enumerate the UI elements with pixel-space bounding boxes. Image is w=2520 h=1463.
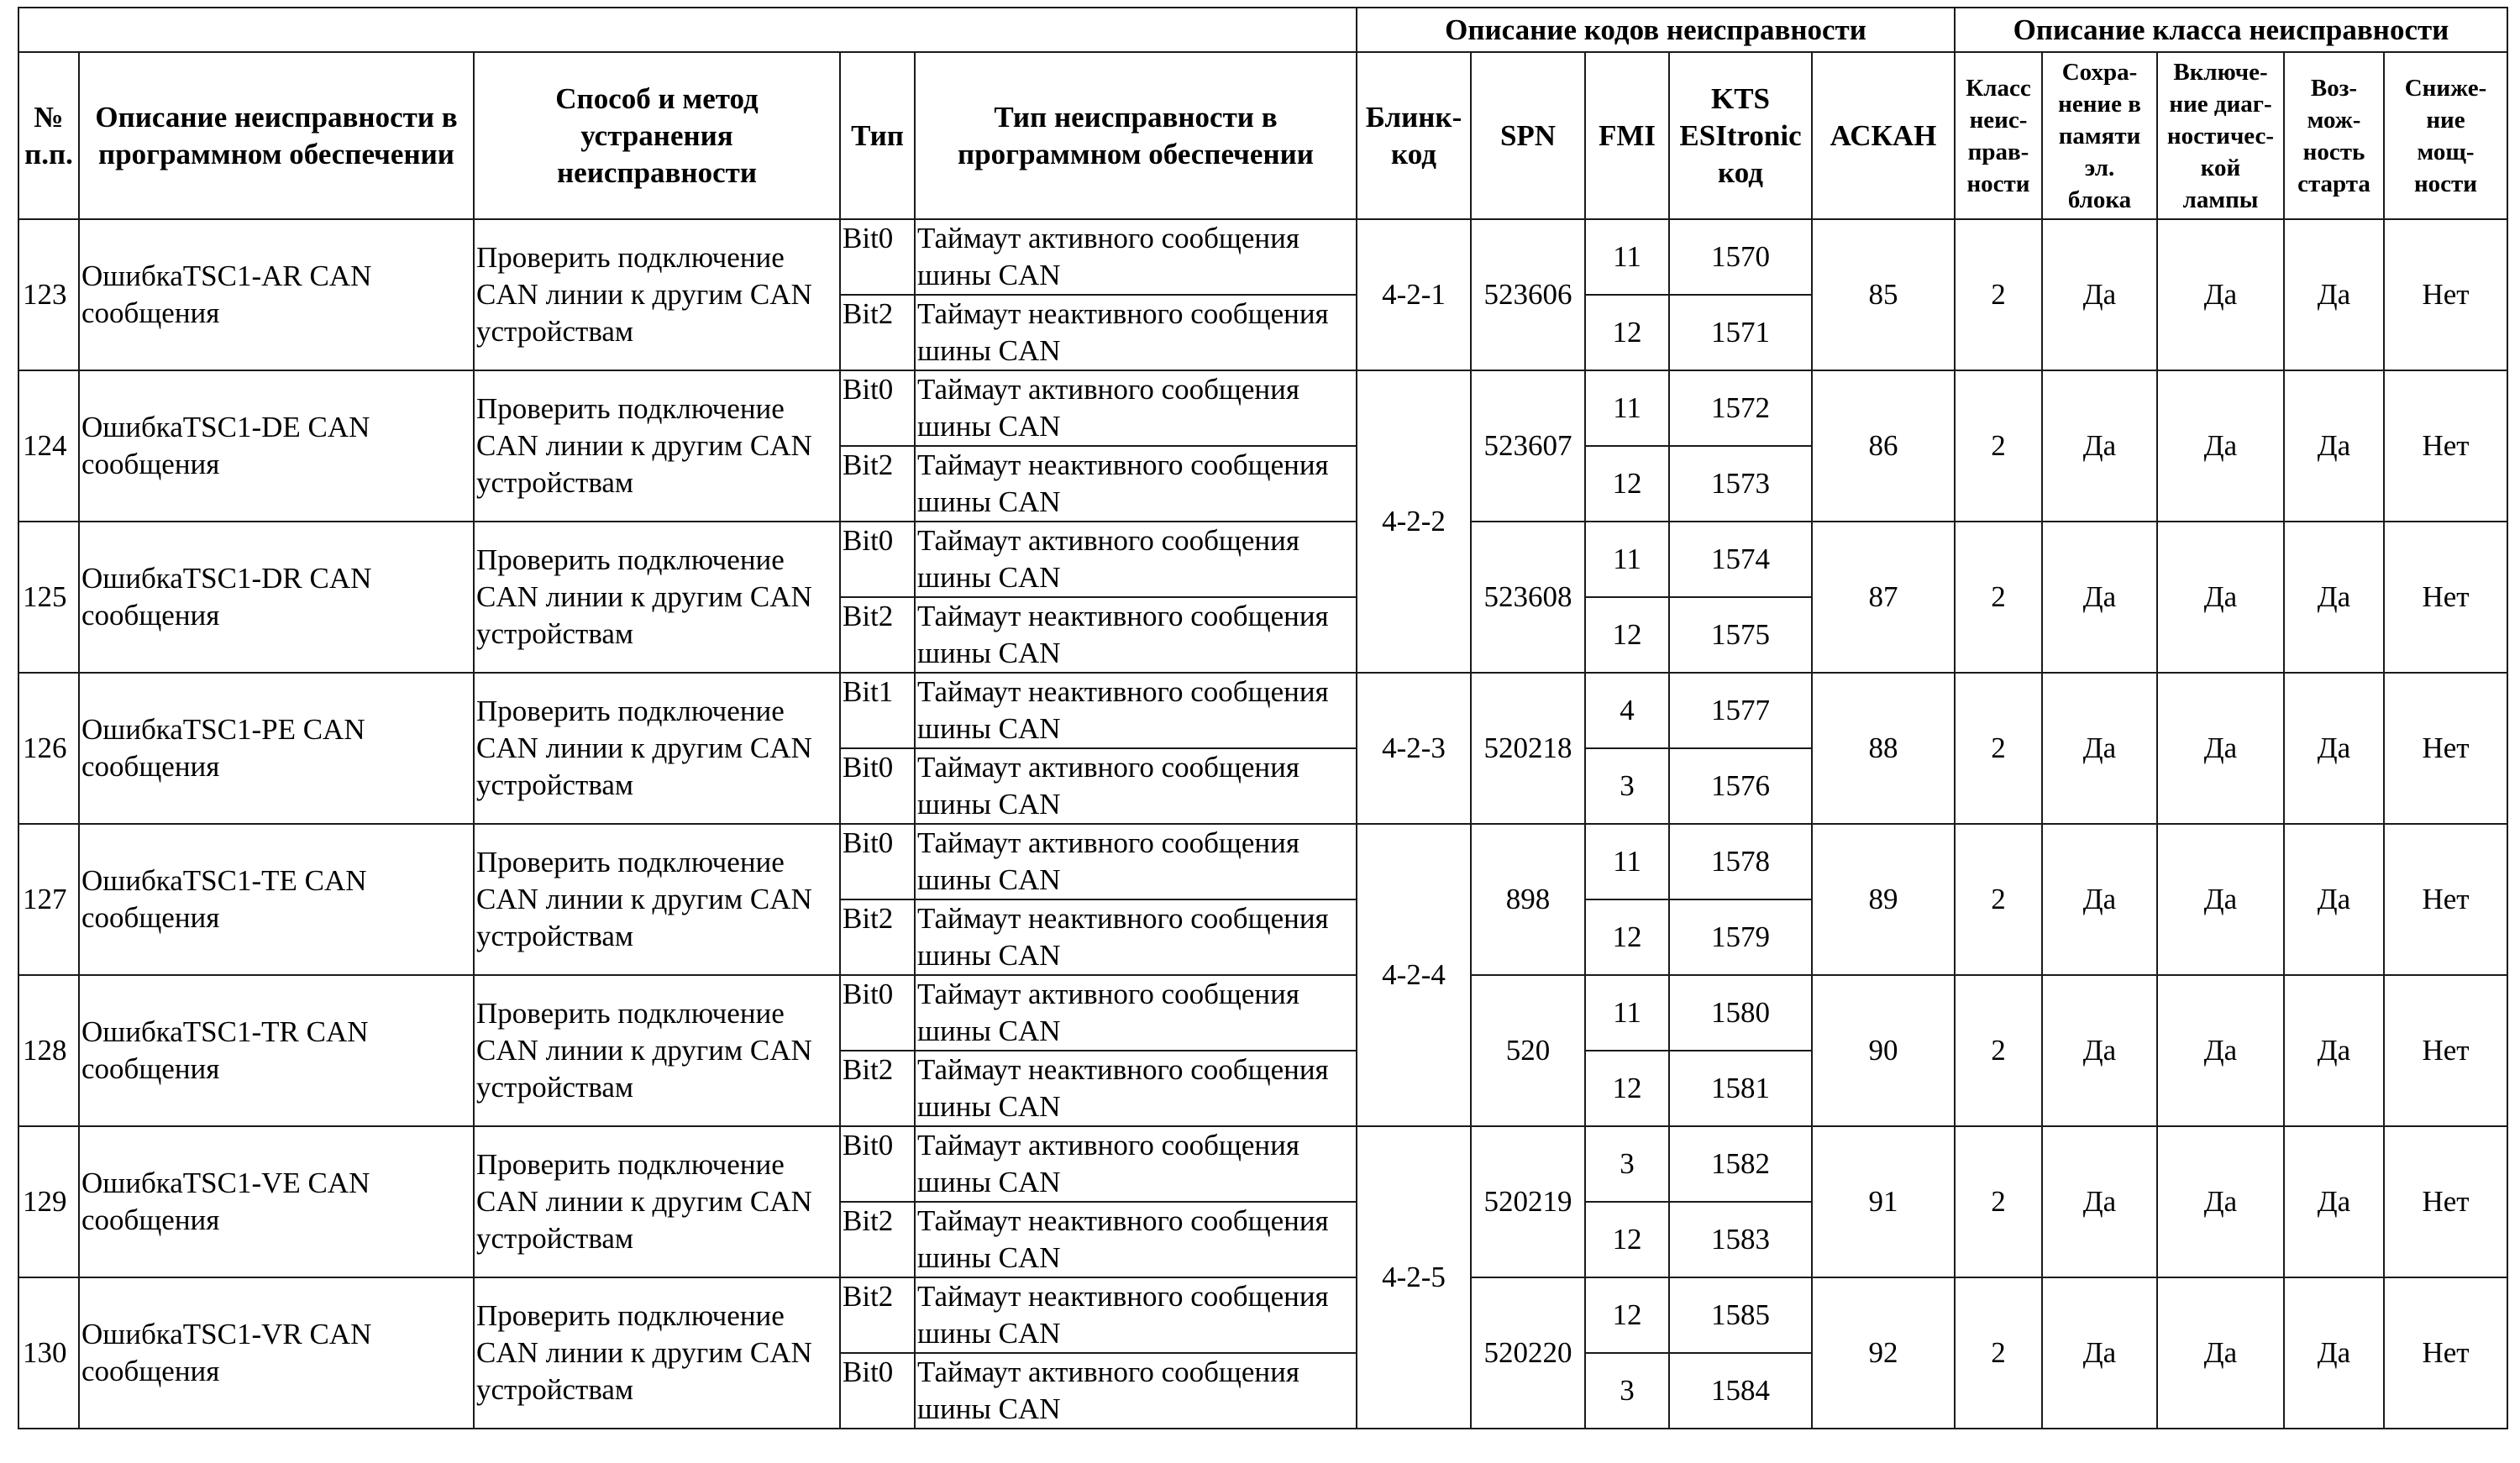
col-header-type: Тип — [840, 52, 915, 219]
bit-type: Bit2 — [840, 1051, 915, 1126]
kts-code: 1582 — [1669, 1126, 1812, 1202]
fault-type: Таймаут неактивного сообщения шины CAN — [915, 1202, 1357, 1277]
fault-description: ОшибкаTSC1-TR CAN сообщения — [79, 975, 474, 1126]
fix-method: Проверить подключение CAN линии к другим CAN устройствам — [474, 1126, 840, 1277]
kts-code: 1572 — [1669, 370, 1812, 446]
table-row — [18, 824, 2507, 899]
blink-code: 4-2-3 — [1357, 673, 1471, 824]
kts-code: 1578 — [1669, 824, 1812, 899]
kts-code: 1580 — [1669, 975, 1812, 1051]
col-header-num: № п.п. — [18, 52, 79, 219]
power-reduction: Нет — [2384, 824, 2507, 975]
kts-code: 1581 — [1669, 1051, 1812, 1126]
fmi-code: 11 — [1585, 370, 1669, 446]
col-header-faulttype: Тип неисправности в программном обеспечении — [915, 52, 1357, 219]
table-row — [18, 522, 2507, 597]
fault-type: Таймаут неактивного сообщения шины CAN — [915, 899, 1357, 975]
fault-description: ОшибкаTSC1-PE CAN сообщения — [79, 673, 474, 824]
bit-type: Bit0 — [840, 1126, 915, 1202]
table-body — [18, 219, 2507, 1429]
fault-type: Таймаут активного сообщения шины CAN — [915, 370, 1357, 446]
fmi-code: 3 — [1585, 1353, 1669, 1429]
table-row — [18, 673, 2507, 748]
lamp-on: Да — [2157, 673, 2284, 824]
col-header-spn: SPN — [1471, 52, 1585, 219]
spn-code: 523607 — [1471, 370, 1585, 522]
blink-code: 4-2-1 — [1357, 219, 1471, 370]
start-possible: Да — [2284, 824, 2384, 975]
fault-type: Таймаут активного сообщения шины CAN — [915, 219, 1357, 295]
memory-save: Да — [2042, 975, 2157, 1126]
lamp-on: Да — [2157, 522, 2284, 673]
fault-type: Таймаут активного сообщения шины CAN — [915, 1126, 1357, 1202]
fix-method: Проверить подключение CAN линии к другим CAN устройствам — [474, 673, 840, 824]
power-reduction: Нет — [2384, 219, 2507, 370]
memory-save: Да — [2042, 522, 2157, 673]
kts-code: 1574 — [1669, 522, 1812, 597]
col-header-blink: Блинк- код — [1357, 52, 1471, 219]
spn-code: 520 — [1471, 975, 1585, 1126]
fmi-code: 12 — [1585, 446, 1669, 522]
fault-class: 2 — [1955, 1126, 2042, 1277]
bit-type: Bit0 — [840, 219, 915, 295]
fmi-code: 12 — [1585, 597, 1669, 673]
col-header-fmi: FMI — [1585, 52, 1669, 219]
askan-code: 88 — [1812, 673, 1955, 824]
fmi-code: 11 — [1585, 522, 1669, 597]
fault-type: Таймаут активного сообщения шины CAN — [915, 1353, 1357, 1429]
fault-class: 2 — [1955, 370, 2042, 522]
col-header-desc: Описание неисправности в программном обеспечении — [79, 52, 474, 219]
lamp-on: Да — [2157, 1126, 2284, 1277]
memory-save: Да — [2042, 824, 2157, 975]
fix-method: Проверить подключение CAN линии к другим CAN устройствам — [474, 522, 840, 673]
fault-type: Таймаут неактивного сообщения шины CAN — [915, 597, 1357, 673]
blink-code: 4-2-2 — [1357, 370, 1471, 673]
fix-method: Проверить подключение CAN линии к другим CAN устройствам — [474, 975, 840, 1126]
start-possible: Да — [2284, 1277, 2384, 1429]
table-row — [18, 219, 2507, 295]
row-number: 130 — [18, 1277, 79, 1429]
fault-type: Таймаут активного сообщения шины CAN — [915, 748, 1357, 824]
bit-type: Bit1 — [840, 673, 915, 748]
fmi-code: 12 — [1585, 1202, 1669, 1277]
fault-description: ОшибкаTSC1-AR CAN сообщения — [79, 219, 474, 370]
col-header-start: Воз- мож- ность старта — [2284, 52, 2384, 219]
table-row — [18, 975, 2507, 1051]
bit-type: Bit0 — [840, 522, 915, 597]
kts-code: 1584 — [1669, 1353, 1812, 1429]
bit-type: Bit2 — [840, 1277, 915, 1353]
fault-code-table — [18, 7, 2508, 1429]
fault-description: ОшибкаTSC1-DR CAN сообщения — [79, 522, 474, 673]
group-header-class: Описание класса неисправности — [1955, 8, 2507, 52]
kts-code: 1576 — [1669, 748, 1812, 824]
bit-type: Bit2 — [840, 446, 915, 522]
fault-type: Таймаут неактивного сообщения шины CAN — [915, 1277, 1357, 1353]
col-header-askan: АСКАН — [1812, 52, 1955, 219]
memory-save: Да — [2042, 1277, 2157, 1429]
col-header-save: Сохра- нение в памяти эл. блока — [2042, 52, 2157, 219]
askan-code: 89 — [1812, 824, 1955, 975]
fault-type: Таймаут активного сообщения шины CAN — [915, 975, 1357, 1051]
spn-code: 523606 — [1471, 219, 1585, 370]
kts-code: 1570 — [1669, 219, 1812, 295]
power-reduction: Нет — [2384, 673, 2507, 824]
col-header-power: Сниже- ние мощ- ности — [2384, 52, 2507, 219]
bit-type: Bit0 — [840, 748, 915, 824]
start-possible: Да — [2284, 673, 2384, 824]
row-number: 129 — [18, 1126, 79, 1277]
start-possible: Да — [2284, 219, 2384, 370]
fix-method: Проверить подключение CAN линии к другим CAN устройствам — [474, 370, 840, 522]
start-possible: Да — [2284, 370, 2384, 522]
bit-type: Bit2 — [840, 597, 915, 673]
row-number: 127 — [18, 824, 79, 975]
askan-code: 87 — [1812, 522, 1955, 673]
table-row — [18, 370, 2507, 446]
start-possible: Да — [2284, 522, 2384, 673]
askan-code: 90 — [1812, 975, 1955, 1126]
lamp-on: Да — [2157, 1277, 2284, 1429]
fmi-code: 12 — [1585, 1051, 1669, 1126]
fault-class: 2 — [1955, 673, 2042, 824]
power-reduction: Нет — [2384, 370, 2507, 522]
bit-type: Bit2 — [840, 295, 915, 370]
spn-code: 520219 — [1471, 1126, 1585, 1277]
spn-code: 520218 — [1471, 673, 1585, 824]
col-header-class: Класс неис- прав- ности — [1955, 52, 2042, 219]
row-number: 128 — [18, 975, 79, 1126]
bit-type: Bit2 — [840, 899, 915, 975]
kts-code: 1579 — [1669, 899, 1812, 975]
fault-description: ОшибкаTSC1-TE CAN сообщения — [79, 824, 474, 975]
row-number: 123 — [18, 219, 79, 370]
spn-code: 520220 — [1471, 1277, 1585, 1429]
blink-code: 4-2-4 — [1357, 824, 1471, 1126]
bit-type: Bit0 — [840, 370, 915, 446]
fmi-code: 11 — [1585, 219, 1669, 295]
kts-code: 1583 — [1669, 1202, 1812, 1277]
fault-code-table-wrapper — [18, 7, 2508, 1429]
lamp-on: Да — [2157, 824, 2284, 975]
askan-code: 86 — [1812, 370, 1955, 522]
memory-save: Да — [2042, 370, 2157, 522]
kts-code: 1571 — [1669, 295, 1812, 370]
spn-code: 523608 — [1471, 522, 1585, 673]
fmi-code: 11 — [1585, 824, 1669, 899]
spn-code: 898 — [1471, 824, 1585, 975]
table-row — [18, 1277, 2507, 1353]
fmi-code: 3 — [1585, 748, 1669, 824]
table-row — [18, 1126, 2507, 1202]
fault-description: ОшибкаTSC1-VR CAN сообщения — [79, 1277, 474, 1429]
power-reduction: Нет — [2384, 975, 2507, 1126]
memory-save: Да — [2042, 219, 2157, 370]
header-blank — [18, 8, 1357, 52]
fault-class: 2 — [1955, 1277, 2042, 1429]
fault-description: ОшибкаTSC1-DE CAN сообщения — [79, 370, 474, 522]
power-reduction: Нет — [2384, 1126, 2507, 1277]
memory-save: Да — [2042, 1126, 2157, 1277]
bit-type: Bit0 — [840, 1353, 915, 1429]
askan-code: 85 — [1812, 219, 1955, 370]
kts-code: 1585 — [1669, 1277, 1812, 1353]
col-header-lamp: Включе- ние диаг- ностичес- кой лампы — [2157, 52, 2284, 219]
group-header-codes: Описание кодов неисправности — [1357, 8, 1955, 52]
memory-save: Да — [2042, 673, 2157, 824]
start-possible: Да — [2284, 1126, 2384, 1277]
fmi-code: 12 — [1585, 899, 1669, 975]
row-number: 125 — [18, 522, 79, 673]
askan-code: 92 — [1812, 1277, 1955, 1429]
kts-code: 1577 — [1669, 673, 1812, 748]
fix-method: Проверить подключение CAN линии к другим CAN устройствам — [474, 1277, 840, 1429]
fault-type: Таймаут активного сообщения шины CAN — [915, 522, 1357, 597]
bit-type: Bit2 — [840, 1202, 915, 1277]
kts-code: 1573 — [1669, 446, 1812, 522]
lamp-on: Да — [2157, 370, 2284, 522]
fault-class: 2 — [1955, 522, 2042, 673]
lamp-on: Да — [2157, 219, 2284, 370]
fault-description: ОшибкаTSC1-VE CAN сообщения — [79, 1126, 474, 1277]
row-number: 124 — [18, 370, 79, 522]
fault-class: 2 — [1955, 824, 2042, 975]
col-header-method: Способ и метод устранения неисправности — [474, 52, 840, 219]
fmi-code: 11 — [1585, 975, 1669, 1051]
start-possible: Да — [2284, 975, 2384, 1126]
lamp-on: Да — [2157, 975, 2284, 1126]
askan-code: 91 — [1812, 1126, 1955, 1277]
row-number: 126 — [18, 673, 79, 824]
power-reduction: Нет — [2384, 1277, 2507, 1429]
kts-code: 1575 — [1669, 597, 1812, 673]
col-header-kts: KTS ESItronic код — [1669, 52, 1812, 219]
fmi-code: 12 — [1585, 1277, 1669, 1353]
fix-method: Проверить подключение CAN линии к другим CAN устройствам — [474, 219, 840, 370]
blink-code: 4-2-5 — [1357, 1126, 1471, 1429]
fault-type: Таймаут неактивного сообщения шины CAN — [915, 1051, 1357, 1126]
fault-type: Таймаут неактивного сообщения шины CAN — [915, 295, 1357, 370]
bit-type: Bit0 — [840, 975, 915, 1051]
fault-class: 2 — [1955, 219, 2042, 370]
fault-class: 2 — [1955, 975, 2042, 1126]
fmi-code: 4 — [1585, 673, 1669, 748]
fix-method: Проверить подключение CAN линии к другим CAN устройствам — [474, 824, 840, 975]
fault-type: Таймаут неактивного сообщения шины CAN — [915, 673, 1357, 748]
fmi-code: 3 — [1585, 1126, 1669, 1202]
fault-type: Таймаут неактивного сообщения шины CAN — [915, 446, 1357, 522]
fmi-code: 12 — [1585, 295, 1669, 370]
fault-type: Таймаут активного сообщения шины CAN — [915, 824, 1357, 899]
power-reduction: Нет — [2384, 522, 2507, 673]
bit-type: Bit0 — [840, 824, 915, 899]
